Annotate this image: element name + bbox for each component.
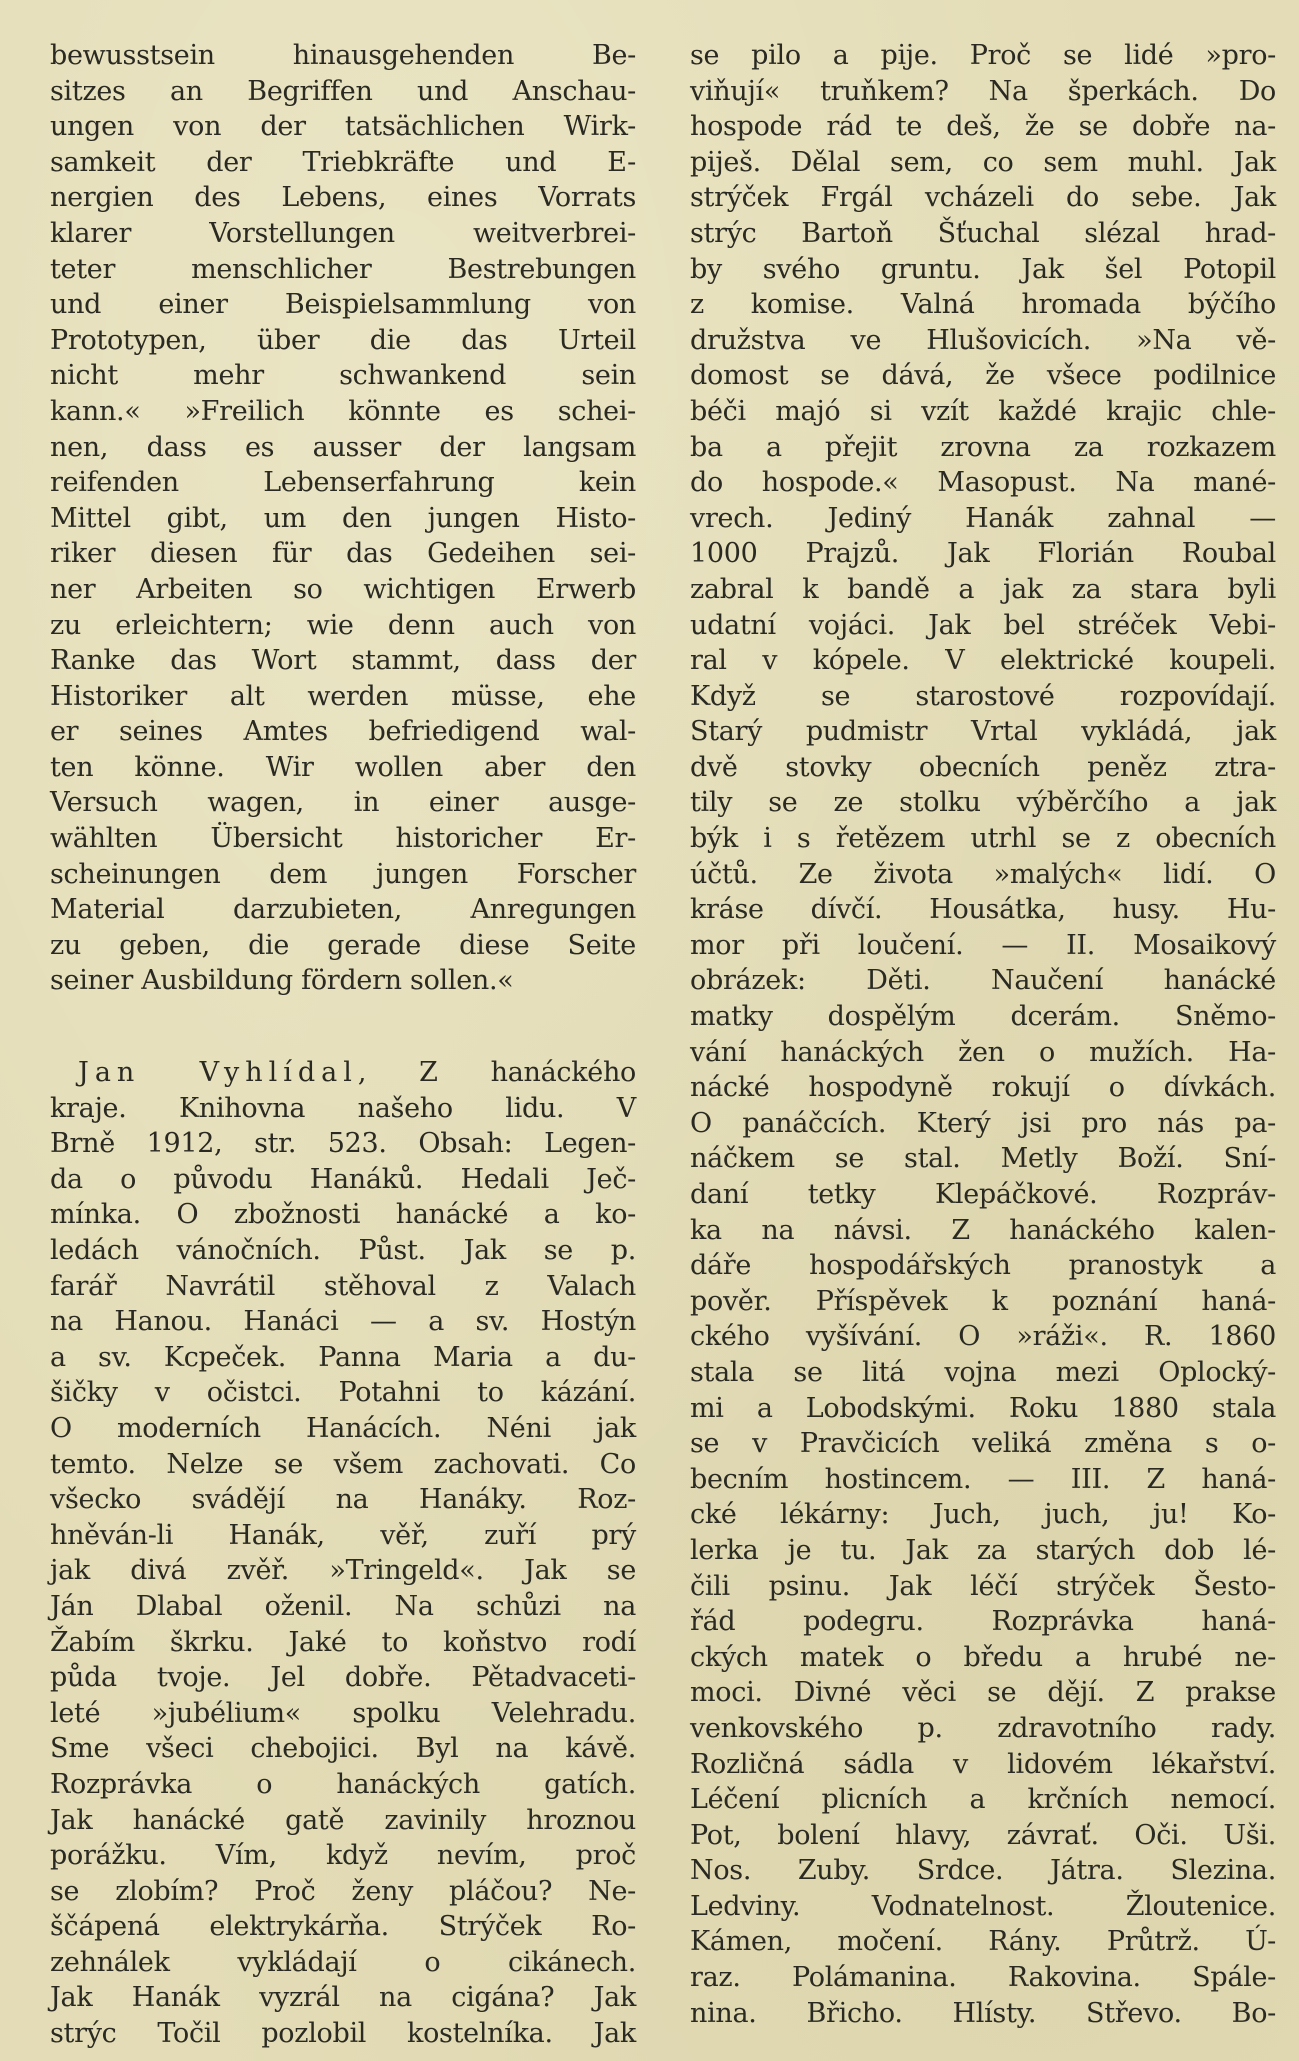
text-line: dvě stovky obecních peněz ztra- xyxy=(690,751,1276,783)
text-line: temto. Nelze se všem zachovati. Co xyxy=(50,1448,636,1480)
text-line: se zlobím? Proč ženy pláčou? Ne- xyxy=(50,1875,636,1907)
right-column xyxy=(690,38,1276,2031)
text-line: Ranke das Wort stammt, dass der xyxy=(50,645,636,677)
text-line: ledách vánočních. Půst. Jak se p. xyxy=(50,1235,636,1266)
text-line: zu geben, die gerade diese Seite xyxy=(50,929,636,961)
text-line: ten könne. Wir wollen aber den xyxy=(50,751,636,783)
text-line: ckého vyšívání. O »ráži«. R. 1860 xyxy=(690,1321,1276,1353)
text-line: Sme všeci chebojici. Byl na kávě. xyxy=(50,1733,636,1765)
text-line: O moderních Hanácích. Néni jak xyxy=(50,1412,636,1444)
text-line: se pilo a pije. Proč se lidé »pro- xyxy=(690,40,1276,71)
text-line: a sv. Kcpeček. Panna Maria a du- xyxy=(50,1341,636,1373)
text-line: Mittel gibt, um den jungen Histo- xyxy=(50,502,636,534)
text-line: matky dospělým dcerám. Sněmo- xyxy=(690,1001,1276,1033)
text-line: Historiker alt werden müsse, ehe xyxy=(50,680,636,712)
text-line: lerka je tu. Jak za starých dob lé- xyxy=(690,1534,1276,1566)
text-line: Versuch wagen, in einer ausge- xyxy=(50,787,636,819)
text-line: mínka. O zbožnosti hanácké a ko- xyxy=(50,1199,636,1231)
text-line: scheinungen dem jungen Forscher xyxy=(50,858,636,890)
text-line: nen, dass es ausser der langsam xyxy=(50,431,636,463)
text-line: ka na návsi. Z hanáckého kalen- xyxy=(690,1214,1276,1246)
text-line: nergien des Lebens, eines Vorrats xyxy=(50,182,636,214)
text-line: nicht mehr schwankend sein xyxy=(50,360,636,392)
text-line: strýc Točil pozlobil kostelníka. Jak xyxy=(50,2018,636,2050)
text-line: venkovského p. zdravotního rady. xyxy=(690,1712,1276,1744)
text-line: mi a Lobodskými. Roku 1880 stala xyxy=(690,1392,1276,1424)
text-line: ral v kópele. V elektrické koupeli. xyxy=(690,645,1276,677)
text-line: becním hostincem. — III. Z haná- xyxy=(690,1463,1276,1495)
text-line: vání hanáckých žen o mužích. Ha- xyxy=(690,1036,1276,1068)
text-line: sitzes an Begriffen und Anschau- xyxy=(50,75,636,107)
text-line: wählten Übersicht historicher Er- xyxy=(50,823,636,855)
text-line: dáře hospodářských pranostyk a xyxy=(690,1250,1276,1282)
text-line: hospode rád te deš, že se dobře na- xyxy=(690,111,1276,143)
text-line: tily se ze stolku výběrčího a jak xyxy=(690,787,1276,819)
text-line: piješ. Dělal sem, co sem muhl. Jak xyxy=(690,146,1276,178)
text-line: Rozprávka o hanáckých gatích. xyxy=(50,1768,636,1800)
text-line: moci. Divné věci se dějí. Z prakse xyxy=(690,1677,1276,1709)
text-line: účtů. Ze života »malých« lidí. O xyxy=(690,858,1276,890)
text-line: zehnálek vykládají o cikánech. xyxy=(50,1946,636,1978)
text-line: klarer Vorstellungen weitverbrei- xyxy=(50,217,636,249)
text-line: O panáčcích. Který jsi pro nás pa- xyxy=(690,1107,1276,1139)
text-line: riker diesen für das Gedeihen sei- xyxy=(50,538,636,570)
text-line: se v Pravčicích veliká změna s o- xyxy=(690,1428,1276,1460)
text-line: nina. Břicho. Hlísty. Střevo. Bo- xyxy=(690,1997,1276,2029)
text-line: zabral k bandě a jak za stara byli xyxy=(690,573,1276,605)
text-line: Nos. Zuby. Srdce. Játra. Slezina. xyxy=(690,1855,1276,1887)
text-line: cké lékárny: Juch, juch, ju! Ko- xyxy=(690,1499,1276,1531)
text-line: samkeit der Triebkräfte und E- xyxy=(50,146,636,178)
text-line: reifenden Lebenserfahrung kein xyxy=(50,467,636,499)
text-line: kráse dívčí. Housátka, husy. Hu- xyxy=(690,894,1276,926)
text-line: zu erleichtern; wie denn auch von xyxy=(50,609,636,641)
text-line: udatní vojáci. Jak bel stréček Vebi- xyxy=(690,609,1276,641)
text-line: Prototypen, über die das Urteil xyxy=(50,324,636,356)
text-line: čili psinu. Jak léčí strýček Šesto- xyxy=(690,1570,1276,1602)
text-line: béči majó si vzít každé krajic chle- xyxy=(690,395,1276,427)
text-line: Material darzubieten, Anregungen xyxy=(50,894,636,926)
text-line: do hospode.« Masopust. Na mané- xyxy=(690,467,1276,499)
text-line: ckých matek o bředu a hrubé ne- xyxy=(690,1641,1276,1673)
text-line: mor při loučení. — II. Mosaikový xyxy=(690,929,1276,961)
text-line: Léčení plicních a krčních nemocí. xyxy=(690,1784,1276,1816)
text-line: strýc Bartoň Šťuchal slézal hrad- xyxy=(690,217,1276,249)
text-line: Rozličná sádla v lidovém lékařství. xyxy=(690,1748,1276,1780)
text-line: Brně 1912, str. 523. Obsah: Legen- xyxy=(50,1128,636,1160)
text-line: ungen von der tatsächlichen Wirk- xyxy=(50,111,636,143)
text-line: porážku. Vím, když nevím, proč xyxy=(50,1840,636,1872)
text-line: všecko svádějí na Hanáky. Roz- xyxy=(50,1484,636,1516)
text-line: řád podegru. Rozprávka haná- xyxy=(690,1606,1276,1638)
text-line: Jak Hanák vyzrál na cigána? Jak xyxy=(50,1982,636,2014)
text-line: da o původu Hanáků. Hedali Ječ- xyxy=(50,1163,636,1195)
text-line: leté »jubélium« spolku Velehradu. xyxy=(50,1697,636,1729)
text-line: ščápená elektrykárňa. Strýček Ro- xyxy=(50,1911,636,1943)
text-line: strýček Frgál vcházeli do sebe. Jak xyxy=(690,182,1276,214)
text-line: půda tvoje. Jel dobře. Pětadvaceti- xyxy=(50,1662,636,1694)
text-line: bewusstsein hinausgehenden Be- xyxy=(50,40,636,71)
text-line: jak divá zvěř. »Tringeld«. Jak se xyxy=(50,1555,636,1587)
text-line: býk i s řetězem utrhl se z obecních xyxy=(690,823,1276,855)
paragraph-gap xyxy=(50,999,636,1055)
text-line: raz. Polámanina. Rakovina. Spále- xyxy=(690,1962,1276,1994)
text-line: domost se dává, že všece podilnice xyxy=(690,360,1276,392)
text-line: stala se litá vojna mezi Oplocký- xyxy=(690,1356,1276,1388)
text-line: na Hanou. Hanáci — a sv. Hostýn xyxy=(50,1306,636,1338)
text-line: Ledviny. Vodnatelnost. Žloutenice. xyxy=(690,1890,1276,1922)
text-line: Žabím škrku. Jaké to koňstvo rodí xyxy=(50,1626,636,1658)
entry-title: , Z hanáckého xyxy=(357,1057,636,1089)
text-line: 1000 Prajzů. Jak Florián Roubal xyxy=(690,538,1276,570)
text-line: Starý pudmistr Vrtal vykládá, jak xyxy=(690,716,1276,748)
text-line: vrech. Jediný Hanák zahnal — xyxy=(690,502,1276,534)
text-line: kann.« »Freilich könnte es schei- xyxy=(50,395,636,427)
text-line: seiner Ausbildung fördern sollen.« xyxy=(50,965,514,997)
text-line: farář Navrátil stěhoval z Valach xyxy=(50,1270,636,1302)
text-line: pověr. Příspěvek k poznání haná- xyxy=(690,1285,1276,1317)
text-line: ba a přejit zrovna za rozkazem xyxy=(690,431,1276,463)
text-line: viňují« truňkem? Na šperkách. Do xyxy=(690,75,1276,107)
text-line: Ján Dlabal oženil. Na schůzi na xyxy=(50,1590,636,1622)
text-line: by svého gruntu. Jak šel Potopil xyxy=(690,253,1276,285)
text-line: Jak hanácké gatě zavinily hroznou xyxy=(50,1804,636,1836)
text-line: šičky v očistci. Potahni to kázání. xyxy=(50,1377,636,1409)
text-line: hněván-li Hanák, věř, zuří prý xyxy=(50,1519,636,1551)
text-line: náčkem se stal. Metly Boží. Sní- xyxy=(690,1143,1276,1175)
text-line: Pot, bolení hlavy, závrať. Oči. Uši. xyxy=(690,1819,1276,1851)
text-line: er seines Amtes befriedigend wal- xyxy=(50,716,636,748)
text-line: Kámen, močení. Rány. Průtrž. Ú- xyxy=(690,1926,1276,1958)
text-line: družstva ve Hlušovicích. »Na vě- xyxy=(690,324,1276,356)
text-line: daní tetky Klepáčkové. Rozpráv- xyxy=(690,1179,1276,1210)
text-line: obrázek: Děti. Naučení hanácké xyxy=(690,965,1276,997)
entry-author: Jan Vyhlídal xyxy=(78,1057,358,1089)
left-column xyxy=(50,38,636,2052)
text-line: und einer Beispielsammlung von xyxy=(50,289,636,321)
text-line: z komise. Valná hromada býčího xyxy=(690,289,1276,321)
text-line: Když se starostové rozpovídají. xyxy=(690,680,1276,712)
text-line: kraje. Knihovna našeho lidu. V xyxy=(50,1092,636,1124)
text-line: ner Arbeiten so wichtigen Erwerb xyxy=(50,573,636,605)
text-line: nácké hospodyně rokují o dívkách. xyxy=(690,1072,1276,1104)
entry-heading-line xyxy=(50,1055,636,1091)
paragraph-german-quote xyxy=(50,38,636,999)
text-line: teter menschlicher Bestrebungen xyxy=(50,253,636,285)
paragraph-book-contents xyxy=(50,1091,636,2052)
